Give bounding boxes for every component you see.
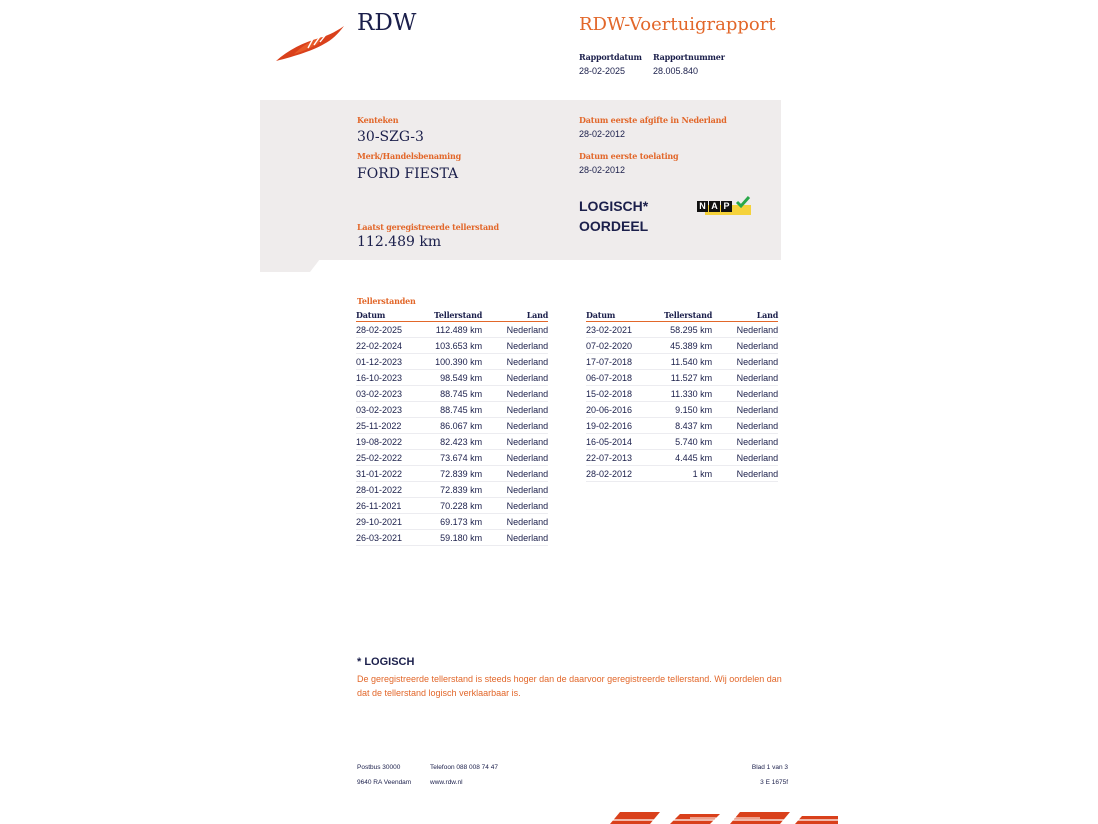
- cell-reading: 98.549 km: [434, 370, 482, 386]
- cell-date: 25-11-2022: [356, 418, 434, 434]
- cell-reading: 58.295 km: [664, 322, 712, 338]
- cell-date: 20-06-2016: [586, 402, 664, 418]
- footnote-title: * LOGISCH: [357, 656, 415, 668]
- cell-reading: 72.839 km: [434, 482, 482, 498]
- nap-letter-p: P: [721, 201, 732, 212]
- nap-letter-n: N: [697, 201, 708, 212]
- table-row: [586, 386, 778, 402]
- cell-date: 31-01-2022: [356, 466, 434, 482]
- cell-date: 28-02-2012: [586, 466, 664, 482]
- cell-country: Nederland: [482, 466, 548, 482]
- cell-country: Nederland: [712, 354, 778, 370]
- cell-country: Nederland: [482, 338, 548, 354]
- table-row: [586, 450, 778, 466]
- col-header-reading: Tellerstand: [434, 309, 483, 320]
- table-row: [356, 338, 548, 354]
- cell-country: Nederland: [712, 466, 778, 482]
- cell-reading: 70.228 km: [434, 498, 482, 514]
- plate-label: Kenteken: [357, 115, 399, 125]
- cell-country: Nederland: [482, 482, 548, 498]
- cell-date: 03-02-2023: [356, 386, 434, 402]
- cell-date: 16-05-2014: [586, 434, 664, 450]
- col-header-date: Datum: [586, 309, 664, 322]
- table-row: [586, 354, 778, 370]
- cell-country: Nederland: [482, 354, 548, 370]
- cell-country: Nederland: [482, 386, 548, 402]
- cell-reading: 11.330 km: [664, 386, 712, 402]
- table-row: [356, 434, 548, 450]
- cell-reading: 112.489 km: [434, 322, 482, 338]
- cell-date: 25-02-2022: [356, 450, 434, 466]
- last-reading-value: 112.489 km: [357, 234, 442, 250]
- col-header-country: Land: [482, 309, 548, 322]
- table-row: [356, 466, 548, 482]
- cell-reading: 11.540 km: [664, 354, 712, 370]
- readings-table-right: [586, 309, 778, 482]
- make-label: Merk/Handelsbenaming: [357, 151, 462, 161]
- cell-date: 15-02-2018: [586, 386, 664, 402]
- brand-name: RDW: [357, 10, 417, 36]
- cell-date: 01-12-2023: [356, 354, 434, 370]
- cell-reading: 1 km: [664, 466, 712, 482]
- cell-country: Nederland: [482, 450, 548, 466]
- cell-country: Nederland: [712, 450, 778, 466]
- cell-date: 22-02-2024: [356, 338, 434, 354]
- cell-date: 19-02-2016: [586, 418, 664, 434]
- cell-date: 23-02-2021: [586, 322, 664, 338]
- cell-reading: 72.839 km: [434, 466, 482, 482]
- report-date-label: Rapportdatum: [579, 52, 642, 62]
- nap-check-icon: [735, 195, 751, 209]
- table-row: [586, 418, 778, 434]
- table-row: [356, 482, 548, 498]
- table-row: [586, 370, 778, 386]
- cell-reading: 5.740 km: [664, 434, 712, 450]
- table-row: [356, 498, 548, 514]
- cell-country: Nederland: [712, 434, 778, 450]
- cell-country: Nederland: [482, 530, 548, 546]
- first-admission-value: 28-02-2012: [579, 165, 626, 175]
- footer-website[interactable]: www.rdw.nl: [430, 779, 463, 786]
- table-row: [356, 386, 548, 402]
- cell-country: Nederland: [712, 402, 778, 418]
- report-title: RDW-Voertuigrapport: [579, 14, 776, 35]
- cell-country: Nederland: [482, 402, 548, 418]
- table-row: [356, 354, 548, 370]
- panel-tab-shape: [260, 259, 320, 272]
- cell-reading: 100.390 km: [434, 354, 482, 370]
- cell-reading: 11.527 km: [664, 370, 712, 386]
- footer-address-line-1: Postbus 30000: [357, 764, 401, 771]
- cell-reading: 45.389 km: [664, 338, 712, 354]
- cell-reading: 86.067 km: [434, 418, 482, 434]
- cell-country: Nederland: [712, 418, 778, 434]
- footer-document-code: 3 E 1675f: [760, 779, 788, 786]
- verdict-line-2: OORDEEL: [579, 218, 649, 234]
- cell-country: Nederland: [712, 338, 778, 354]
- cell-country: Nederland: [482, 434, 548, 450]
- table-row: [356, 322, 548, 338]
- table-row: [586, 434, 778, 450]
- footnote-text-line-2: dat de tellerstand logisch verklaarbaar is.: [357, 688, 521, 698]
- cell-reading: 59.180 km: [434, 530, 482, 546]
- cell-date: 06-07-2018: [586, 370, 664, 386]
- footer-phone: Telefoon 088 008 74 47: [430, 764, 498, 771]
- nap-badge: [697, 196, 753, 216]
- cell-date: 28-01-2022: [356, 482, 434, 498]
- readings-title: Tellerstanden: [357, 296, 416, 306]
- table-row: [586, 338, 778, 354]
- cell-country: Nederland: [482, 418, 548, 434]
- plate-value: 30-SZG-3: [357, 129, 424, 145]
- cell-country: Nederland: [712, 322, 778, 338]
- cell-date: 28-02-2025: [356, 322, 434, 338]
- cell-country: Nederland: [712, 386, 778, 402]
- table-row: [356, 418, 548, 434]
- cell-date: 03-02-2023: [356, 402, 434, 418]
- verdict-line-1: LOGISCH*: [579, 198, 649, 214]
- footer-address-line-2: 9640 RA Veendam: [357, 779, 412, 786]
- footnote-text-line-1: De geregistreerde tellerstand is steeds hoger dan de daarvoor geregistreerde tellerstand. Wij oordelen dan: [357, 674, 782, 684]
- rdw-logo-icon: [274, 24, 346, 64]
- table-header-row: [356, 309, 548, 322]
- cell-reading: 73.674 km: [434, 450, 482, 466]
- table-header-row: [586, 309, 778, 322]
- readings-table-left: [356, 309, 548, 546]
- cell-country: Nederland: [482, 514, 548, 530]
- table-row: [356, 402, 548, 418]
- report-number-label: Rapportnummer: [653, 52, 725, 62]
- nap-letter-a: A: [709, 201, 720, 212]
- make-value: FORD FIESTA: [357, 166, 459, 182]
- cell-country: Nederland: [482, 370, 548, 386]
- cell-date: 16-10-2023: [356, 370, 434, 386]
- table-row: [356, 514, 548, 530]
- table-row: [586, 466, 778, 482]
- first-admission-label: Datum eerste toelating: [579, 151, 679, 161]
- cell-country: Nederland: [712, 370, 778, 386]
- report-date: 28-02-2025: [579, 66, 626, 76]
- cell-reading: 103.653 km: [434, 338, 482, 354]
- cell-country: Nederland: [482, 322, 548, 338]
- cell-country: Nederland: [482, 498, 548, 514]
- cell-reading: 88.745 km: [434, 402, 482, 418]
- table-row: [586, 322, 778, 338]
- cell-date: 22-07-2013: [586, 450, 664, 466]
- col-header-country: Land: [712, 309, 778, 322]
- col-header-date: Datum: [356, 309, 434, 322]
- cell-reading: 4.445 km: [664, 450, 712, 466]
- table-row: [356, 530, 548, 546]
- first-nl-label: Datum eerste afgifte in Nederland: [579, 115, 727, 125]
- cell-date: 07-02-2020: [586, 338, 664, 354]
- table-row: [356, 370, 548, 386]
- cell-reading: 8.437 km: [664, 418, 712, 434]
- footer-stripes-decoration: [590, 808, 840, 824]
- report-number: 28.005.840: [653, 66, 699, 76]
- col-header-reading: Tellerstand: [664, 309, 713, 320]
- last-reading-label: Laatst geregistreerde tellerstand: [357, 222, 499, 232]
- cell-date: 17-07-2018: [586, 354, 664, 370]
- cell-date: 26-03-2021: [356, 530, 434, 546]
- first-nl-value: 28-02-2012: [579, 129, 626, 139]
- cell-reading: 82.423 km: [434, 434, 482, 450]
- cell-reading: 9.150 km: [664, 402, 712, 418]
- cell-reading: 88.745 km: [434, 386, 482, 402]
- table-row: [586, 402, 778, 418]
- cell-reading: 69.173 km: [434, 514, 482, 530]
- table-row: [356, 450, 548, 466]
- cell-date: 29-10-2021: [356, 514, 434, 530]
- footer-page-number: Blad 1 van 3: [751, 764, 788, 771]
- cell-date: 19-08-2022: [356, 434, 434, 450]
- cell-date: 26-11-2021: [356, 498, 434, 514]
